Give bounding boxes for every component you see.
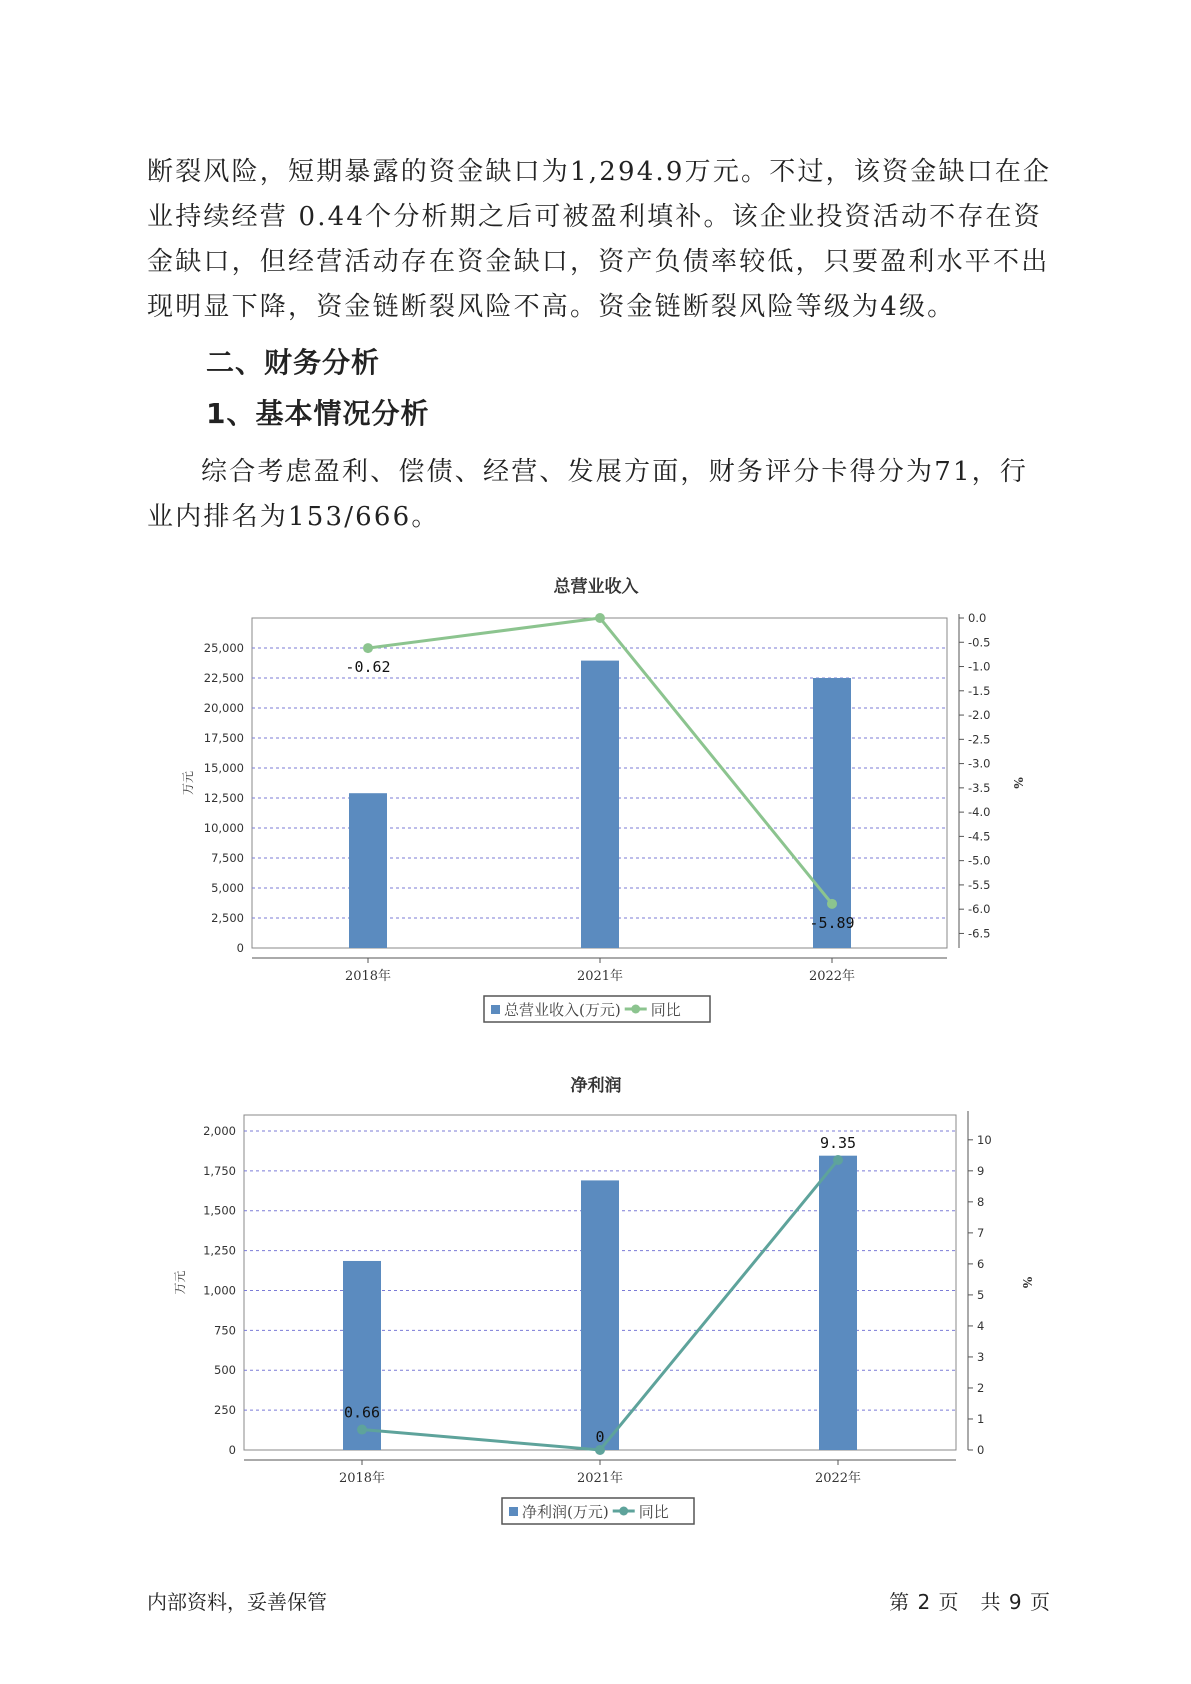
y2-tick-label: -2.0 bbox=[968, 708, 991, 723]
y-tick-label: 1,250 bbox=[203, 1243, 236, 1258]
legend-line-marker bbox=[631, 1005, 640, 1014]
section-heading: 二、财务分析 bbox=[206, 346, 381, 379]
y-tick-label: 1,750 bbox=[203, 1163, 236, 1178]
legend-bar-label: 总营业收入(万元) bbox=[504, 1001, 621, 1019]
y-tick-label: 2,500 bbox=[211, 911, 244, 925]
y2-tick-label: -6.0 bbox=[968, 902, 991, 917]
bar bbox=[349, 793, 387, 948]
x-tick-label: 2022年 bbox=[808, 969, 856, 984]
legend-line-label: 同比 bbox=[638, 1503, 669, 1521]
y2-tick-label: -4.0 bbox=[968, 805, 991, 820]
x-tick-label: 2022年 bbox=[814, 1471, 862, 1486]
y-tick-label: 1,000 bbox=[203, 1283, 236, 1298]
data-label: 9.35 bbox=[819, 1133, 857, 1152]
y-tick-label: 750 bbox=[214, 1323, 236, 1338]
body-paragraph-score: 综合考虑盈利、偿债、经营、发展方面，财务评分卡得分为71，行业内排名为153/666。 bbox=[147, 457, 1029, 532]
legend-bar-swatch bbox=[509, 1507, 518, 1516]
bar bbox=[581, 661, 619, 948]
y-tick-label: 25,000 bbox=[203, 641, 244, 655]
y2-tick-label: -4.5 bbox=[968, 829, 991, 844]
y2-tick-label: 6 bbox=[977, 1256, 985, 1271]
y2-tick-label: 4 bbox=[977, 1318, 985, 1333]
y-tick-label: 2,000 bbox=[203, 1123, 236, 1138]
y-tick-label: 7,500 bbox=[211, 851, 244, 865]
y-tick-label: 0 bbox=[236, 941, 244, 955]
y-tick-label: 20,000 bbox=[203, 701, 244, 715]
y2-axis-label: % bbox=[1011, 777, 1025, 789]
legend-bar-swatch bbox=[491, 1005, 500, 1014]
y-tick-label: 500 bbox=[214, 1363, 236, 1378]
y2-tick-label: -5.5 bbox=[968, 877, 991, 892]
y2-tick-label: -0.5 bbox=[968, 635, 991, 650]
y2-tick-label: -1.5 bbox=[968, 683, 991, 698]
y-tick-label: 5,000 bbox=[211, 881, 244, 895]
y2-tick-label: 0.0 bbox=[968, 611, 987, 625]
y2-tick-label: 10 bbox=[977, 1132, 992, 1147]
y2-axis-label: % bbox=[1020, 1276, 1034, 1289]
revenue-chart bbox=[0, 570, 1191, 1030]
y-axis-label: 万元 bbox=[173, 1270, 187, 1295]
y-tick-label: 15,000 bbox=[203, 761, 244, 775]
yoy-point bbox=[833, 1155, 843, 1165]
bar bbox=[343, 1261, 381, 1450]
bar bbox=[819, 1156, 857, 1450]
net-profit-chart bbox=[0, 1065, 1191, 1525]
data-label: 0.66 bbox=[343, 1403, 381, 1422]
y2-tick-label: 7 bbox=[977, 1225, 985, 1240]
x-tick-label: 2018年 bbox=[344, 969, 392, 984]
y-tick-label: 10,000 bbox=[203, 821, 244, 835]
yoy-point bbox=[357, 1425, 367, 1435]
y2-tick-label: -5.0 bbox=[968, 853, 991, 868]
legend-line-label: 同比 bbox=[650, 1001, 681, 1019]
y-tick-label: 250 bbox=[214, 1403, 236, 1418]
footer-confidential-note: 内部资料，妥善保管 bbox=[147, 1590, 327, 1614]
yoy-point bbox=[827, 899, 837, 909]
chart-title: 总营业收入 bbox=[553, 577, 639, 597]
footer-page-number: 第 2 页 共 9 页 bbox=[889, 1590, 1051, 1614]
y-tick-label: 1,500 bbox=[203, 1203, 236, 1218]
data-label: -5.89 bbox=[809, 913, 855, 932]
y2-tick-label: 2 bbox=[977, 1380, 985, 1395]
yoy-point bbox=[595, 1445, 605, 1455]
y2-tick-label: 9 bbox=[977, 1163, 985, 1178]
y2-tick-label: 8 bbox=[977, 1194, 985, 1209]
net-profit-chart-svg bbox=[0, 1065, 1191, 1525]
y2-tick-label: -6.5 bbox=[968, 926, 991, 941]
y2-tick-label: 1 bbox=[977, 1411, 985, 1426]
y-tick-label: 17,500 bbox=[203, 731, 244, 745]
y2-tick-label: -3.5 bbox=[968, 780, 991, 795]
y2-tick-label: -2.5 bbox=[968, 732, 991, 747]
x-tick-label: 2021年 bbox=[576, 969, 624, 984]
y2-tick-label: -3.0 bbox=[968, 756, 991, 771]
body-paragraph-risk: 断裂风险，短期暴露的资金缺口为1,294.9万元。不过，该资金缺口在企业持续经营 0.44个分析期之后可被盈利填补。该企业投资活动不存在资金缺口，但经营活动存在资金缺口，资产负债率较低，只要盈利水平不出现明显下降，资金链断裂风险不高。资金链断裂风险等级为4级。 bbox=[147, 157, 1052, 322]
data-label: -0.62 bbox=[345, 658, 391, 677]
x-tick-label: 2021年 bbox=[576, 1471, 624, 1486]
yoy-point bbox=[595, 613, 605, 623]
legend-line-marker bbox=[619, 1507, 628, 1516]
yoy-point bbox=[363, 643, 373, 653]
y2-tick-label: 5 bbox=[977, 1287, 985, 1302]
subsection-heading: 1、基本情况分析 bbox=[206, 397, 430, 430]
data-label: 0 bbox=[595, 1428, 605, 1446]
chart-title: 净利润 bbox=[570, 1076, 622, 1096]
y-tick-label: 12,500 bbox=[203, 791, 244, 805]
y2-tick-label: -1.0 bbox=[968, 659, 991, 674]
revenue-chart-svg bbox=[0, 570, 1191, 1030]
y2-tick-label: 0 bbox=[977, 1443, 985, 1457]
y-tick-label: 0 bbox=[228, 1443, 236, 1457]
x-tick-label: 2018年 bbox=[338, 1471, 386, 1486]
bar bbox=[581, 1180, 619, 1450]
y-tick-label: 22,500 bbox=[203, 671, 244, 685]
legend-bar-label: 净利润(万元) bbox=[522, 1503, 609, 1521]
y2-tick-label: 3 bbox=[977, 1349, 985, 1364]
y-axis-label: 万元 bbox=[181, 770, 195, 796]
